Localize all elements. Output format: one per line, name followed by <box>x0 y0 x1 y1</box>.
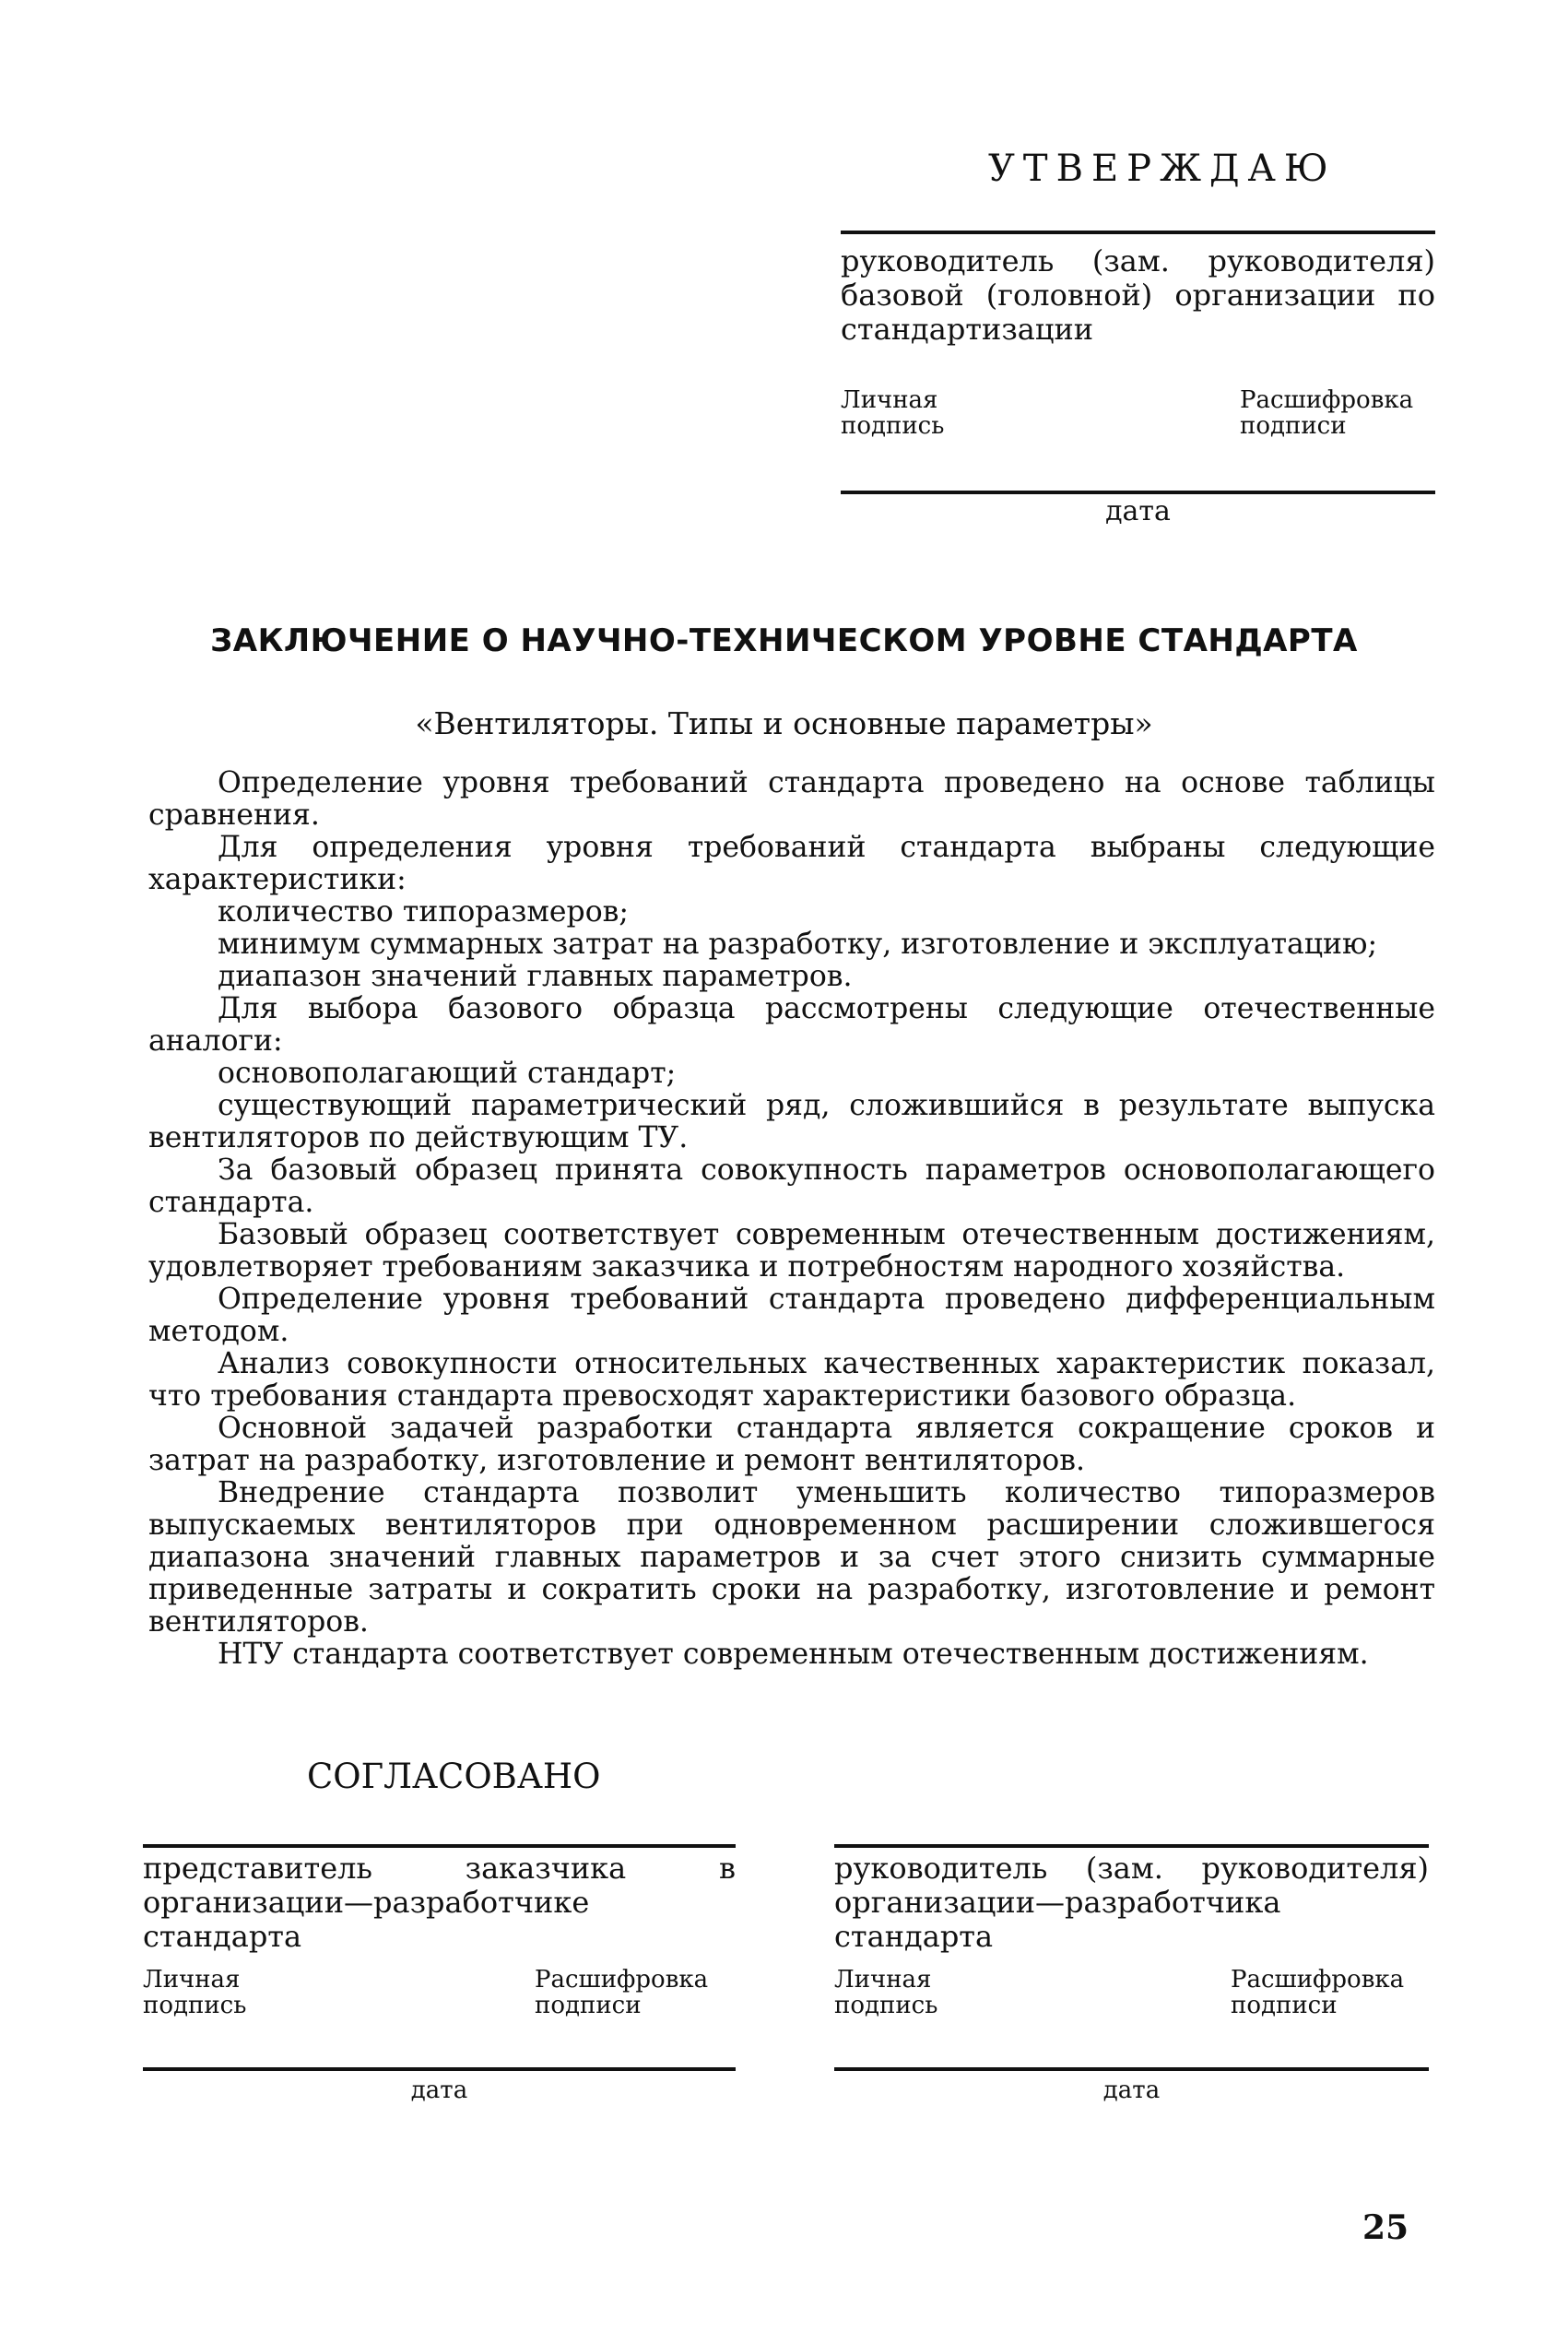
list-item: диапазон значений главных параметров. <box>218 960 853 993</box>
decoding-label-line2: подписи <box>535 1992 642 2019</box>
signature-label-line2: подпись <box>834 1992 938 2019</box>
decoding-label-line2: подписи <box>1231 1992 1338 2019</box>
developer-signature-label <box>834 1967 937 2018</box>
customer-date-label: дата <box>410 2077 468 2104</box>
developer-signature-rule <box>834 1844 1429 1848</box>
customer-signature-rule <box>143 1844 736 1848</box>
approval-date-rule <box>841 491 1435 494</box>
paragraph: Для определения уровня требований стандарта выбраны следующие характеристики: <box>148 831 1435 896</box>
paragraph: Базовый образец соответствует современным отечественным достижениям, удовлетворяет требованиям заказчика и потребностям народного хозяйства. <box>148 1218 1435 1284</box>
developer-head-role: руководитель (зам. руководителя) организации—разработчика стандарта <box>834 1851 1429 1954</box>
paragraph: Определение уровня требований стандарта проведено на основе таблицы сравнения. <box>148 766 1435 832</box>
paragraph: Основной задачей разработки стандарта является сокращение сроков и затрат на разработку, изготовление и ремонт вентиляторов. <box>148 1412 1435 1477</box>
list-item: количество типоразмеров; <box>218 895 630 929</box>
approval-title: УТВЕРЖДАЮ <box>988 148 1337 190</box>
signature-label-line1: Личная <box>143 1966 241 1994</box>
paragraph: За базовый образец принята совокупность параметров основополагающего стандарта. <box>148 1154 1435 1219</box>
customer-date-rule <box>143 2067 736 2071</box>
approval-signature-rule <box>841 231 1435 234</box>
list-item: минимум суммарных затрат на разработку, изготовление и эксплуатацию; <box>218 928 1378 961</box>
paragraph: НТУ стандарта соответствует современным отечественным достижениям. <box>218 1638 1369 1671</box>
developer-date-label: дата <box>1102 2077 1161 2104</box>
agreed-title: СОГЛАСОВАНО <box>307 1757 601 1796</box>
decoding-label-line1: Расшифровка <box>535 1966 709 1994</box>
document-subtitle: «Вентиляторы. Типы и основные параметры» <box>415 705 1153 741</box>
page-number: 25 <box>1362 2208 1409 2247</box>
decoding-label-line2: подписи <box>1240 412 1347 440</box>
signature-label-line2: подпись <box>143 1992 247 2019</box>
customer-decoding-label <box>535 1967 708 2018</box>
approval-date-label: дата <box>1105 495 1171 527</box>
paragraph: Анализ совокупности относительных качественных характеристик показал, что требования стандарта превосходят характеристики базового образца. <box>148 1347 1435 1413</box>
decoding-label-line1: Расшифровка <box>1231 1966 1405 1994</box>
customer-representative-role: представитель заказчика в организации—разработчике стандарта <box>143 1851 736 1954</box>
approval-signature-label <box>841 387 944 439</box>
document-title: ЗАКЛЮЧЕНИЕ О НАУЧНО-ТЕХНИЧЕСКОМ УРОВНЕ СТАНДАРТА <box>210 622 1358 659</box>
conclusion-body <box>148 767 1435 1671</box>
signature-label-line1: Личная <box>841 386 938 414</box>
list-item: основополагающий стандарт; <box>218 1057 677 1090</box>
signature-label-line2: подпись <box>841 412 945 440</box>
approval-role: руководитель (зам. руководителя) базовой (головной) организации по стандартизации <box>841 243 1435 347</box>
paragraph: Определение уровня требований стандарта проведено дифференциальным методом. <box>148 1283 1435 1348</box>
paragraph: Для выбора базового образца рассмотрены следующие отечественные аналоги: <box>148 992 1435 1058</box>
developer-decoding-label <box>1231 1967 1404 2018</box>
customer-signature-label <box>143 1967 246 2018</box>
approval-decoding-label <box>1240 387 1413 439</box>
signature-label-line1: Личная <box>834 1966 932 1994</box>
developer-date-rule <box>834 2067 1429 2071</box>
paragraph: существующий параметрический ряд, сложившийся в результате выпуска вентиляторов по действующим ТУ. <box>148 1089 1435 1154</box>
decoding-label-line1: Расшифровка <box>1240 386 1414 414</box>
paragraph: Внедрение стандарта позволит уменьшить количество типоразмеров выпускаемых вентиляторов при одновременном расширении сложившегося диапазона значений главных параметров и за счет этого снизить суммарные приведенные затраты и сократить сроки на разработку, изготовление и ремонт вентиляторов. <box>148 1476 1435 1639</box>
